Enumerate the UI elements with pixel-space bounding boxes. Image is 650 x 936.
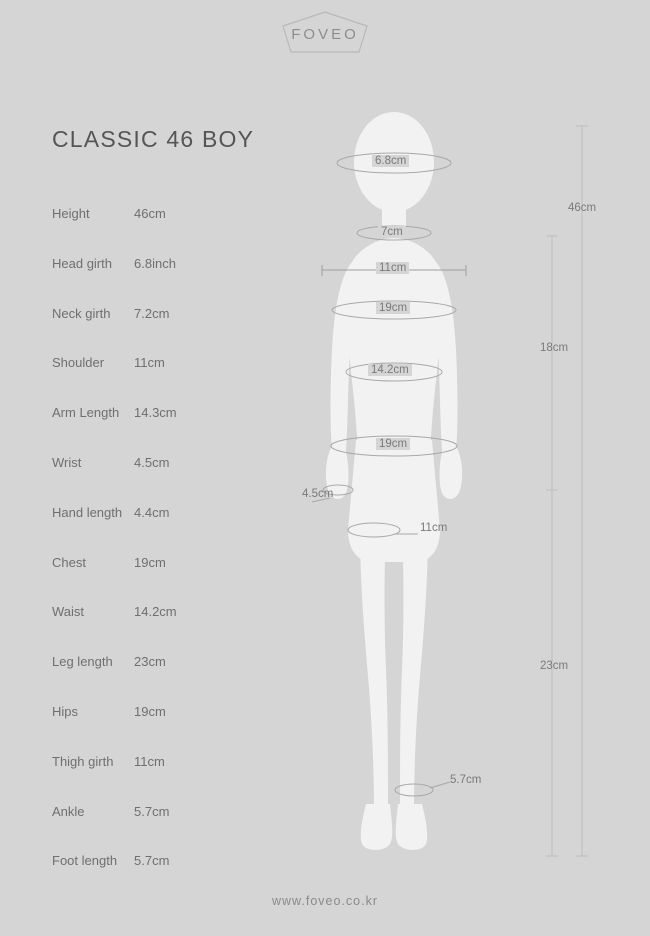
spec-label: Neck girth: [52, 305, 111, 321]
measure-label-chest: 19cm: [376, 302, 410, 314]
spec-list: [52, 206, 282, 903]
footer-website: www.foveo.co.kr: [271, 894, 378, 908]
spec-label: Waist: [52, 604, 85, 620]
measure-label-shoulder: 11cm: [376, 262, 409, 274]
spec-value: 5.7cm: [134, 853, 170, 869]
spec-value: 19cm: [134, 703, 166, 719]
measure-label-thigh-girth: 11cm: [420, 522, 448, 534]
spec-value: 5.7cm: [134, 803, 170, 819]
spec-row: [52, 306, 282, 356]
spec-label: Shoulder: [52, 355, 105, 371]
measure-label-ankle: 5.7cm: [450, 774, 482, 786]
ruler-lines: [540, 110, 640, 870]
spec-value: 19cm: [134, 554, 166, 570]
spec-value: 14.3cm: [134, 405, 177, 421]
spec-label: Foot length: [52, 853, 118, 869]
ruler-label-leg-length: 23cm: [540, 660, 569, 672]
spec-label: Height: [52, 206, 90, 221]
spec-label: Arm Length: [52, 405, 120, 421]
spec-row: [52, 455, 282, 505]
measure-label-waist: 14.2cm: [368, 364, 412, 376]
ruler-label-total-height: 46cm: [568, 202, 597, 214]
spec-value: 4.4cm: [134, 504, 170, 520]
measure-label-head-girth: 6.8cm: [372, 155, 409, 167]
spec-label: Hips: [52, 703, 79, 719]
ruler-label-torso-length: 18cm: [540, 342, 569, 354]
spec-label: Thigh girth: [52, 753, 114, 769]
spec-label: Hand length: [52, 504, 123, 520]
spec-label: Chest: [52, 554, 86, 570]
spec-value: 6.8inch: [134, 255, 176, 271]
brand-name: FOVEO: [291, 26, 359, 43]
spec-value: 7.2cm: [134, 305, 170, 321]
spec-value: 23cm: [134, 654, 166, 670]
spec-row: [52, 604, 282, 654]
spec-row: [52, 654, 282, 704]
spec-value: 11cm: [134, 753, 165, 769]
brand-header: [0, 8, 650, 67]
measure-label-neck-girth: 7cm: [378, 226, 406, 238]
spec-row: [52, 405, 282, 455]
spec-row: [52, 555, 282, 605]
spec-label: Leg length: [52, 654, 113, 670]
measure-label-wrist: 4.5cm: [302, 488, 334, 500]
page-title: CLASSIC 46 BOY: [52, 126, 255, 152]
doll-figure: [290, 110, 520, 870]
spec-value: 14.2cm: [134, 604, 177, 620]
spec-value: 4.5cm: [134, 454, 170, 470]
spec-row: [52, 206, 282, 256]
spec-row: [52, 256, 282, 306]
spec-value: 46cm: [134, 206, 166, 221]
spec-row: [52, 804, 282, 854]
spec-row: [52, 505, 282, 555]
spec-row: [52, 754, 282, 804]
spec-row: [52, 704, 282, 754]
spec-row: [52, 355, 282, 405]
measure-label-hips: 19cm: [376, 438, 410, 450]
spec-label: Ankle: [52, 803, 85, 819]
spec-value: 11cm: [134, 355, 165, 371]
brand-badge: [273, 8, 377, 62]
spec-label: Wrist: [52, 454, 82, 470]
spec-label: Head girth: [52, 255, 112, 271]
height-rulers: [540, 110, 640, 870]
